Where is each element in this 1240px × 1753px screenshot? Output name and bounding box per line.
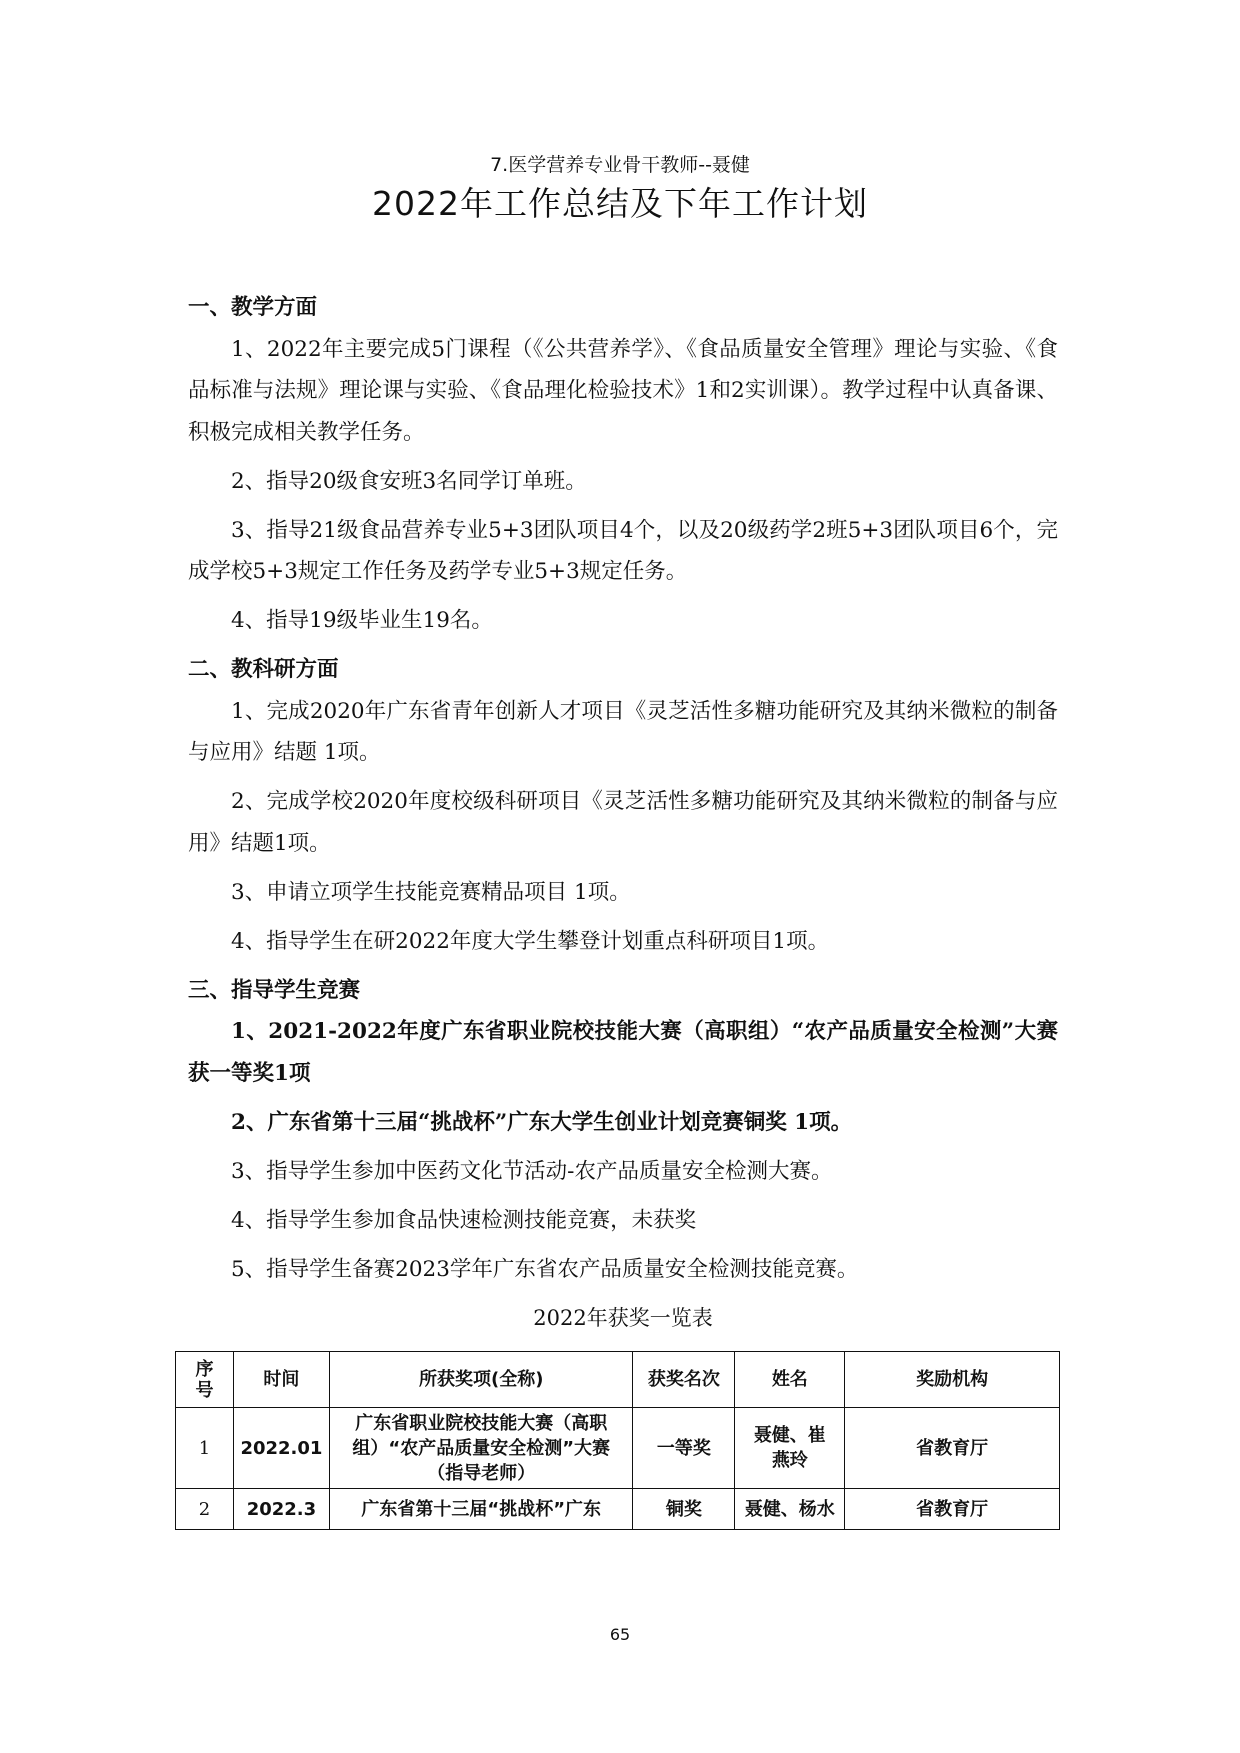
competition-item-2: 2、广东省第十三届“挑战杯”广东大学生创业计划竞赛铜奖 1项。 xyxy=(231,1109,853,1135)
research-item-2: 2、完成学校2020年度校级科研项目《灵芝活性多糖功能研究及其纳米微粒的制备与应用》结题1项。 xyxy=(188,789,1058,856)
section-heading-competitions: 三、指导学生竞赛 xyxy=(188,977,361,1003)
cell-time: 2022.3 xyxy=(233,1489,329,1530)
teaching-item-3: 3、指导21级食品营养专业5+3团队项目4个，以及20级药学2班5+3团队项目6个，完成学校5+3规定工作任务及药学专业5+3规定任务。 xyxy=(188,517,1058,584)
header-serial: 序号 xyxy=(176,1352,234,1408)
page-number: 65 xyxy=(609,1625,631,1644)
research-item-3: 3、申请立项学生技能竞赛精品项目 1项。 xyxy=(231,879,631,905)
teaching-item-4: 4、指导19级毕业生19名。 xyxy=(231,608,493,633)
table-row xyxy=(176,1489,1060,1530)
header-institution: 奖励机构 xyxy=(845,1352,1060,1408)
cell-name: 聂健、杨水 xyxy=(735,1489,845,1530)
header-award-name: 所获奖项(全称) xyxy=(329,1352,633,1408)
competition-item-5: 5、指导学生备赛2023学年广东省农产品质量安全检测技能竞赛。 xyxy=(231,1256,859,1282)
header-name: 姓名 xyxy=(735,1352,845,1408)
section-heading-teaching: 一、教学方面 xyxy=(188,295,318,320)
cell-award-name: 广东省职业院校技能大赛（高职组）“农产品质量安全检测”大赛（指导老师） xyxy=(329,1408,633,1489)
cell-name: 聂健、崔燕玲 xyxy=(735,1408,845,1489)
competition-item-1: 1、2021-2022年度广东省职业院校技能大赛（高职组）“农产品质量安全检测”大赛 获一等奖1项 xyxy=(188,1019,1058,1086)
table-row xyxy=(176,1408,1060,1489)
competition-item-3: 3、指导学生参加中医药文化节活动-农产品质量安全检测大赛。 xyxy=(231,1158,833,1184)
research-item-4: 4、指导学生在研2022年度大学生攀登计划重点科研项目1项。 xyxy=(231,928,830,954)
document-subtitle: 7.医学营养专业骨干教师--聂健 xyxy=(490,154,750,176)
document-body xyxy=(188,287,1058,1530)
cell-rank: 铜奖 xyxy=(633,1489,735,1530)
competition-item-4: 4、指导学生参加食品快速检测技能竞赛，未获奖 xyxy=(231,1207,697,1233)
awards-table xyxy=(175,1351,1060,1530)
header-rank: 获奖名次 xyxy=(633,1352,735,1408)
header-time: 时间 xyxy=(233,1352,329,1408)
awards-table-title: 2022年获奖一览表 xyxy=(533,1305,713,1330)
teaching-item-1: 1、2022年主要完成5门课程（《公共营养学》、《食品质量安全管理》理论与实验、《食品标准与法规》理论课与实验、《食品理化检验技术》1和2实训课）。教学过程中认真备课、积极完成相关教学任务。 xyxy=(188,336,1058,445)
cell-institution: 省教育厅 xyxy=(845,1489,1060,1530)
teaching-item-2: 2、指导20级食安班3名同学订单班。 xyxy=(231,468,587,494)
cell-time: 2022.01 xyxy=(233,1408,329,1489)
section-heading-research: 二、教科研方面 xyxy=(188,657,339,682)
research-item-1: 1、完成2020年广东省青年创新人才项目《灵芝活性多糖功能研究及其纳米微粒的制备与应用》结题 1项。 xyxy=(188,698,1058,765)
document-title: 2022年工作总结及下年工作计划 xyxy=(372,184,868,223)
cell-serial: 2 xyxy=(176,1489,234,1530)
cell-rank: 一等奖 xyxy=(633,1408,735,1489)
table-header-row xyxy=(176,1352,1060,1408)
cell-serial: 1 xyxy=(176,1408,234,1489)
cell-institution: 省教育厅 xyxy=(845,1408,1060,1489)
cell-award-name: 广东省第十三届“挑战杯”广东 xyxy=(329,1489,633,1530)
